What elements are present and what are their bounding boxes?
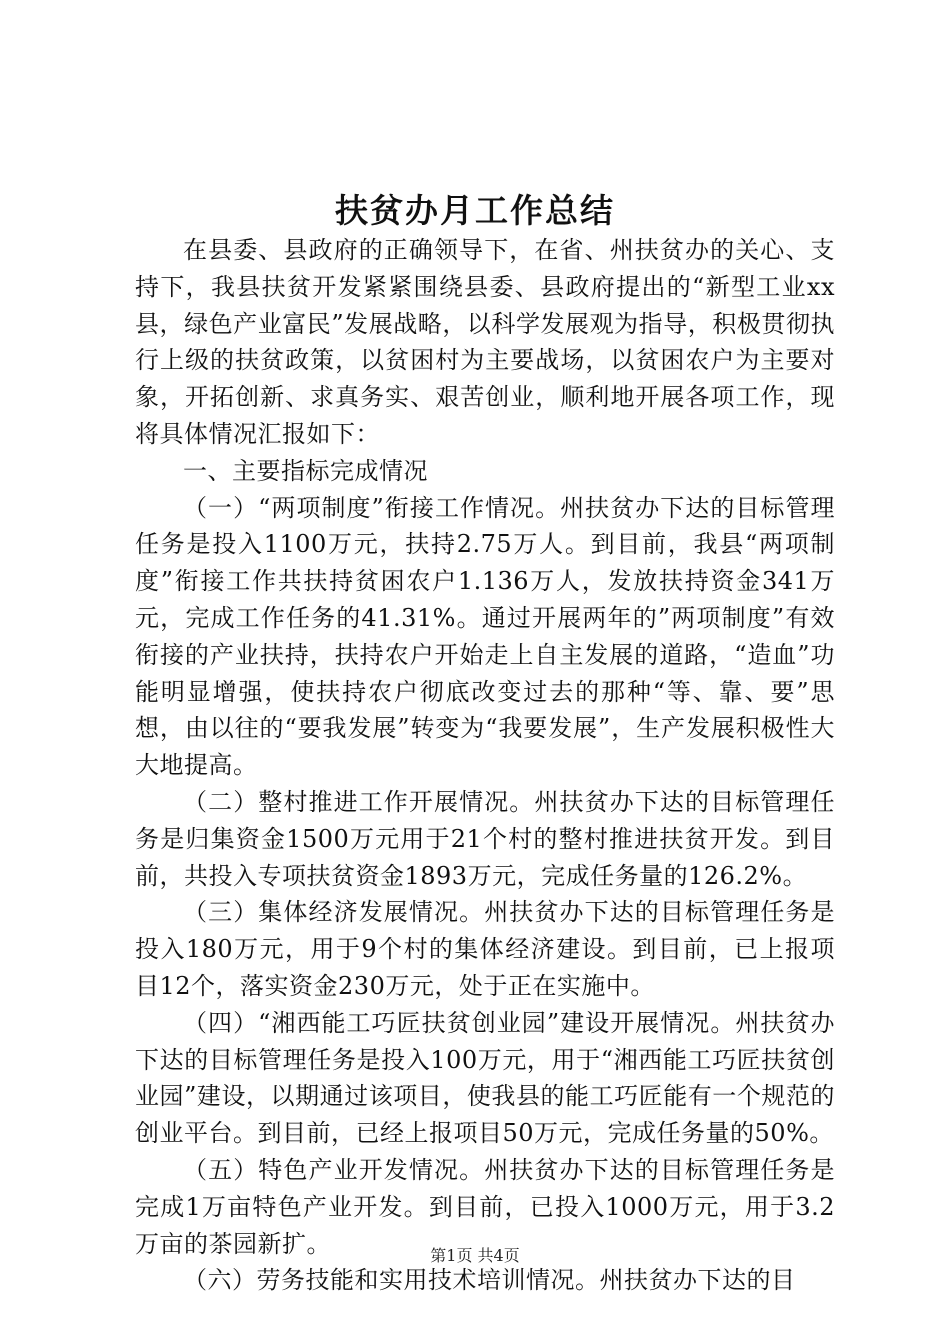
paragraph-item-6: （六）劳务技能和实用技术培训情况。州扶贫办下达的目 — [183, 1266, 796, 1295]
document-body — [135, 232, 835, 1299]
paragraph-item-2: （二）整村推进工作开展情况。州扶贫办下达的目标管理任务是归集资金1500万元用于21个村的整村推进扶贫开发。到目前，共投入专项扶贫资金1893万元，完成任务量的126.2%。 — [135, 787, 835, 890]
paragraph-item-4: （四）“湘西能工巧匠扶贫创业园”建设开展情况。州扶贫办下达的目标管理任务是投入100万元，用于“湘西能工巧匠扶贫创业园”建设，以期通过该项目，使我县的能工巧匠能有一个规范的创业平台。到目前，已经上报项目50万元，完成任务量的50%。 — [135, 1008, 835, 1148]
paragraph-intro: 在县委、县政府的正确领导下，在省、州扶贫办的关心、支持下，我县扶贫开发紧紧围绕县委、县政府提出的“新型工业xx县，绿色产业富民”发展战略，以科学发展观为指导，积极贯彻执行上级的扶贫政策，以贫困村为主要战场，以贫困农户为主要对象，开拓创新、求真务实、艰苦创业，顺利地开展各项工作，现将具体情况汇报如下： — [135, 236, 835, 448]
paragraph-item-3: （三）集体经济发展情况。州扶贫办下达的目标管理任务是投入180万元，用于9个村的集体经济建设。到目前，已上报项目12个，落实资金230万元，处于正在实施中。 — [135, 898, 835, 1000]
paragraph-item-1: （一）“两项制度”衔接工作情况。州扶贫办下达的目标管理任务是投入1100万元，扶持2.75万人。到目前，我县“两项制度”衔接工作共扶持贫困农户1.136万人，发放扶持资金341万元，完成工作任务的41.31%。通过开展两年的”两项制度”有效衔接的产业扶持，扶持农户开始走上自主发展的道路，“造血”功能明显增强，使扶持农户彻底改变过去的那种“等、靠、要”思想，由以往的“要我发展”转变为“我要发展”，生产发展积极性大大地提高。 — [135, 493, 835, 780]
document-title: 扶贫办月工作总结 — [335, 191, 615, 230]
page-footer: 第1页 共4页 — [430, 1246, 520, 1265]
section-heading: 一、主要指标完成情况 — [183, 456, 428, 485]
paragraph-item-5: （五）特色产业开发情况。州扶贫办下达的目标管理任务是完成1万亩特色产业开发。到目前，已投入1000万元，用于3.2万亩的茶园新扩。 — [135, 1155, 835, 1258]
